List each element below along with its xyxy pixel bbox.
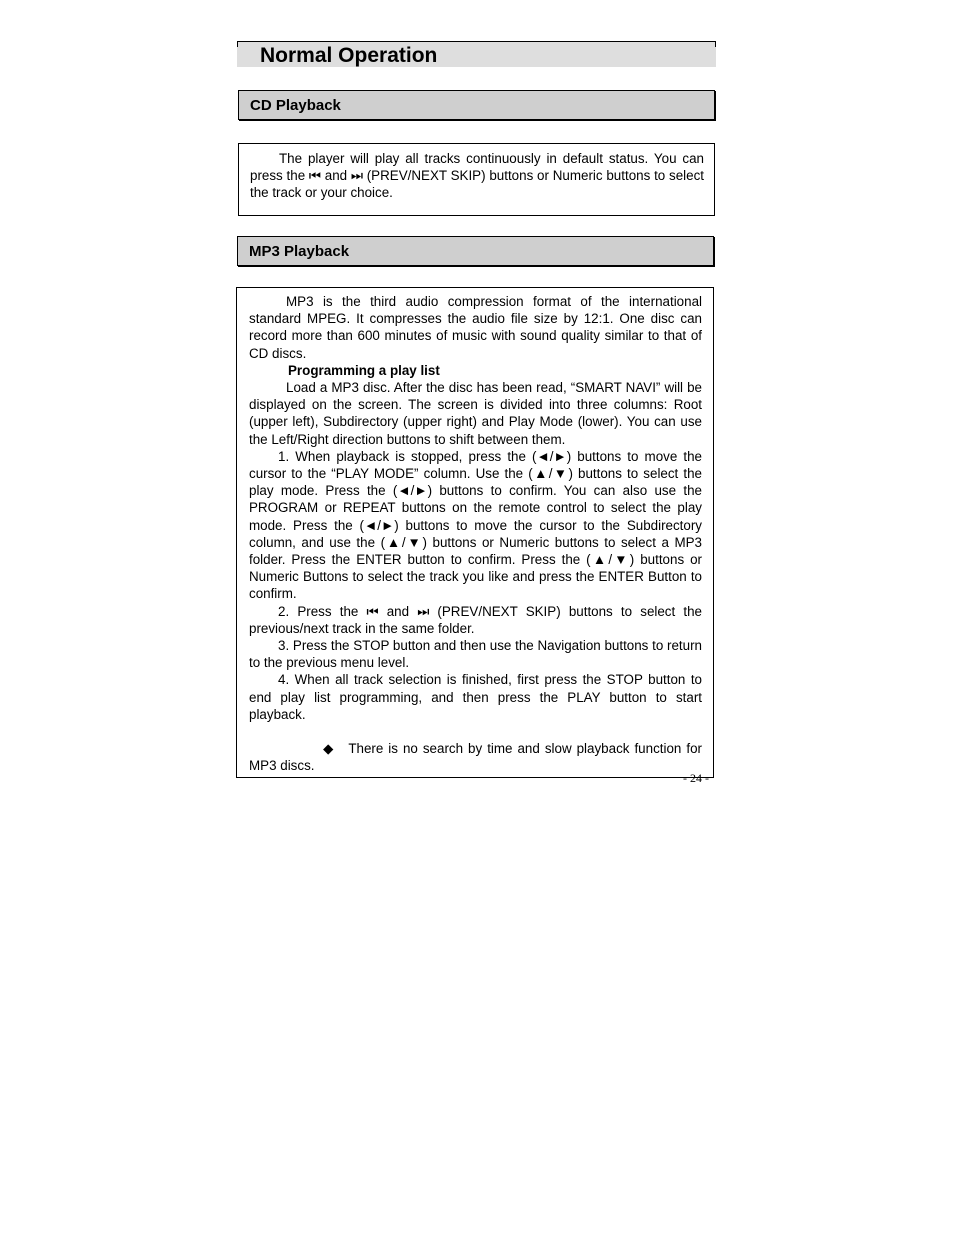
step-1: 1. When playback is stopped, press the (◄/►) buttons to move the cursor to the “PLAY MODE” column. Use the (▲/▼) buttons to select the play mode. Press the (◄/►) buttons to confirm. You can also use the PROGRAM or REPEAT buttons on the remote control to select the play mode. Press the (◄/►) buttons to move the cursor to the Subdirectory column, and use the (▲/▼) buttons or Numeric buttons to select a MP3 folder. Press the ENTER button to confirm. Press the (▲/▼) buttons or Numeric Buttons to select the track you like and press the ENTER Button to confirm. (249, 448, 702, 602)
mp3-playback-box (236, 287, 714, 778)
step-2: 2. Press the ⏮ and ⏭ (PREV/NEXT SKIP) buttons to select the previous/next track in the same folder. (249, 603, 702, 636)
cd-playback-header (238, 90, 715, 120)
programming-subheading: Programming a play list (288, 362, 440, 378)
mp3-playback-text-block (249, 293, 702, 775)
step-4: 4. When all track selection is finished, first press the STOP button to end play list programming, and then press the PLAY button to start playback. (249, 672, 702, 722)
mp3-playback-heading: MP3 Playback (249, 243, 350, 260)
mp3-intro-paragraph: MP3 is the third audio compression format of the international standard MPEG. It compresses the audio file size by 12:1. One disc can record more than 600 minutes of music with sound quality similar to that of CD discs. (249, 294, 702, 361)
cd-playback-heading: CD Playback (250, 97, 341, 114)
cd-playback-text-block (250, 150, 704, 202)
mp3-note-text: There is no search by time and slow playback function for MP3 discs. (249, 741, 702, 774)
page-number: - 24 - (683, 771, 709, 785)
step-3: 3. Press the STOP button and then use the Navigation buttons to return to the previous menu level. (249, 638, 702, 671)
mp3-note (249, 740, 702, 774)
cd-playback-box (238, 143, 715, 216)
load-disc-paragraph: Load a MP3 disc. After the disc has been read, “SMART NAVI” will be displayed on the screen. The screen is divided into three columns: Root (upper left), Subdirectory (upper right) and Play Mode (lower). You can use the Left/Right direction buttons to shift between them. (249, 380, 702, 447)
diamond-bullet-icon: ◆ (323, 741, 334, 757)
mp3-playback-header (237, 236, 714, 266)
spacer (249, 723, 702, 740)
cd-playback-paragraph: The player will play all tracks continuously in default status. You can press the ⏮ and ⏭ (PREV/NEXT SKIP) buttons or Numeric buttons to select the track or your choice. (250, 151, 704, 201)
page-title: Normal Operation (260, 44, 438, 67)
page-title-bar (237, 41, 716, 67)
